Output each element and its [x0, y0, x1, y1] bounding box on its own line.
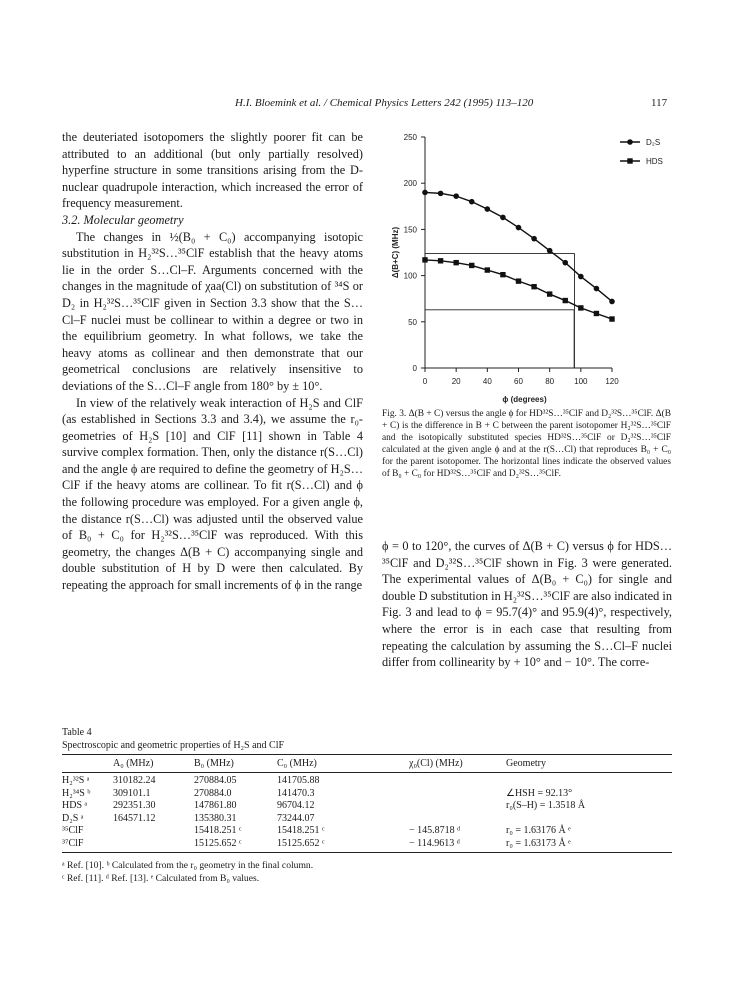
column-header: C₀ (MHz)	[277, 757, 317, 769]
table-cell: ³⁵ClF	[62, 825, 84, 837]
y-tick-label: 100	[403, 271, 417, 281]
x-tick-label: 100	[574, 377, 588, 386]
paragraph: In view of the relatively weak interaction of H₂S and ClF (as established in Sections 3.3 and 3.4), we assume the r₀-geometries of H₂S [10] and ClF [11] shown in Table 4 survive complex formation. Then, only the distance r(S…Cl) and the angle ϕ are required to define the geometry of H₂S…ClF if the heavy atoms are collinear. To fit r(S…Cl) and ϕ the following procedure was employed. For a given angle ϕ, the distance r(S…Cl) was adjusted until the observed value of B₀ + C₀ for H₂³²S…³⁵ClF was reproduced. With this geometry, the changes Δ(B + C) accompanying single and double substitution of H by D were then calculated. By repeating the approach for small increments of ϕ in the range	[62, 395, 363, 593]
data-point	[562, 260, 568, 266]
data-point	[609, 316, 614, 321]
data-point	[531, 284, 536, 289]
paragraph: The changes in ½(B₀ + C₀) accompanying isotopic substitution in H₂³²S…³⁵ClF establish that the heavy atoms lie in the order S…Cl–F. Arguments concerned with the changes in the magnitude of χaa(Cl) on substitution of ³⁴S or D₂ in H₂³²S…³⁵ClF given in Section 3.3 show that the S…Cl–F nuclei must be collinear to within a degree or two in the equilibrium geometry. In what follows, we take the heavy atoms as collinear and then demonstrate that our geometrical conclusions are relatively insensitive to deviations of the S…Cl–F angle from 180° by ± 10°.	[62, 229, 363, 393]
table-cell: 164571.12	[113, 812, 156, 824]
table-cell: 292351.30	[113, 800, 156, 812]
legend-marker	[627, 139, 633, 145]
table-cell: ³⁷ClF	[62, 837, 84, 849]
column-header: B₀ (MHz)	[194, 757, 234, 769]
table-cell: ∠HSH = 92.13°	[506, 787, 573, 799]
data-point	[500, 272, 505, 277]
y-tick-label: 200	[403, 179, 417, 189]
series-line-d2s	[425, 192, 612, 301]
figure	[382, 127, 672, 404]
table-row	[62, 787, 672, 800]
y-tick-label: 150	[403, 225, 417, 235]
table-cell: − 145.8718 ᵈ	[409, 825, 461, 837]
data-point	[578, 305, 583, 310]
table-row	[62, 800, 672, 813]
x-tick-label: 40	[482, 377, 492, 386]
table-header-row	[62, 755, 672, 773]
data-point	[516, 225, 522, 231]
left-column	[62, 129, 363, 594]
table-cell	[113, 837, 194, 850]
table-cell: r₀(S–H) = 1.3518 Å	[506, 800, 586, 812]
data-point	[516, 278, 521, 283]
table-cell	[409, 800, 506, 813]
figure-caption: Fig. 3. Δ(B + C) versus the angle ϕ for HD³²S…³⁵ClF and D₂³²S…³⁵ClF. Δ(B + C) is the difference in B + C between the parent isotopomer H₂³²S…³⁵ClF and the isotopically substituted species HD³²S…³⁵ClF or D₂³²S…³⁵ClF calculated at the given angle ϕ and at the r(S…Cl) that reproduces B₀ + C₀ for the parent isotopomer. The horizontal lines indicate the observed values of B₀ + C₀ for HD³²S…³⁵ClF and D₂³²S…³⁵ClF.	[382, 409, 671, 480]
table-cell: 270884.0	[194, 787, 232, 799]
x-tick-label: 60	[514, 377, 523, 386]
y-tick-label: 0	[412, 364, 417, 373]
table-cell: 141705.88	[277, 775, 320, 787]
table-cell	[409, 787, 506, 800]
data-point	[609, 299, 615, 305]
running-header	[0, 97, 731, 113]
table-footnote: ᵃ Ref. [10]. ᵇ Calculated from the r₀ geometry in the final column.	[62, 859, 314, 871]
table-cell: r₀ = 1.63176 Å ᵉ	[506, 825, 571, 837]
table-cell: HDS ᵃ	[62, 800, 88, 812]
y-axis-label: Δ(B+C) (MHz)	[391, 226, 400, 279]
legend-marker	[627, 158, 632, 163]
right-column	[382, 538, 672, 671]
data-point	[438, 191, 444, 197]
table-cell: 309101.1	[113, 787, 151, 799]
table-cell: 15418.251 ᶜ	[277, 825, 325, 837]
table-cell: H₂³⁴S ᵇ	[62, 787, 91, 799]
table-subtitle: Spectroscopic and geometric properties of H₂S and ClF	[62, 740, 285, 751]
table-cell	[409, 812, 506, 825]
table-cell: 15418.251 ᶜ	[194, 825, 242, 837]
data-point	[594, 311, 599, 316]
table-body	[62, 772, 672, 850]
data-point	[547, 248, 553, 254]
data-point	[500, 215, 506, 221]
table-cell	[113, 825, 194, 838]
table-row	[62, 772, 672, 787]
table-cell: 96704.12	[277, 800, 315, 812]
y-tick-label: 50	[408, 317, 417, 327]
running-title: H.I. Bloemink et al. / Chemical Physics Letters 242 (1995) 113–120	[235, 97, 534, 109]
x-tick-label: 80	[545, 377, 555, 386]
table-cell: 15125.652 ᶜ	[277, 837, 325, 849]
column-header: A₀ (MHz)	[113, 757, 154, 769]
table-cell: 141470.3	[277, 787, 315, 799]
y-tick-label: 250	[403, 133, 417, 142]
table-block	[62, 726, 672, 885]
table-cell: H₂³²S ᵃ	[62, 775, 90, 787]
table-cell: 310182.24	[113, 775, 156, 787]
table-title: Table 4	[62, 727, 92, 738]
table-row	[62, 825, 672, 838]
column-header: Geometry	[506, 757, 546, 769]
data-point	[438, 258, 443, 263]
x-axis-label: ϕ (degrees)	[502, 395, 547, 404]
data-point	[547, 291, 552, 296]
data-point	[469, 263, 474, 268]
x-tick-label: 20	[451, 377, 461, 386]
table-row	[62, 837, 672, 850]
x-tick-label: 120	[605, 377, 619, 386]
column-header: χ₀(Cl) (MHz)	[409, 757, 463, 769]
table-cell: 135380.31	[194, 812, 237, 824]
data-point	[453, 260, 458, 265]
data-point	[563, 298, 568, 303]
data-point	[422, 257, 427, 262]
table-cell	[409, 772, 506, 787]
table-cell: 270884.05	[194, 775, 237, 787]
data-point	[485, 267, 490, 272]
data-point	[453, 193, 459, 199]
data-table	[62, 754, 672, 850]
data-point	[578, 274, 584, 280]
table-cell	[506, 772, 672, 787]
x-tick-label: 0	[422, 377, 428, 386]
data-point	[469, 199, 475, 205]
data-point	[422, 190, 428, 196]
data-point	[594, 286, 600, 292]
table-cell: 15125.652 ᶜ	[194, 837, 242, 849]
table-row	[62, 812, 672, 825]
table-cell: 147861.80	[194, 800, 237, 812]
column-header	[62, 755, 113, 773]
table-cell: r₀ = 1.63173 Å ᵉ	[506, 837, 571, 849]
table-cell	[506, 812, 672, 825]
data-point	[531, 236, 537, 242]
table-cell: D₂S ᵃ	[62, 812, 84, 824]
section-heading: 3.2. Molecular geometry	[62, 212, 184, 227]
table-footnote: ᶜ Ref. [11]. ᵈ Ref. [13]. ᵉ Calculated from B₀ values.	[62, 872, 260, 884]
legend-label: HDS	[646, 157, 663, 166]
table-cell: − 114.9613 ᵈ	[409, 837, 460, 849]
data-point	[485, 206, 491, 212]
page-number: 117	[651, 97, 668, 109]
table-cell: 73244.07	[277, 812, 315, 824]
paragraph: the deuteriated isotopomers the slightly poorer fit can be attributed to an additional (but only partially resolved) hyperfine structure in some transitions arising from the D-nuclear quadrupole interaction, which increased the error of frequency measurement.	[62, 130, 363, 211]
paragraph: ϕ = 0 to 120°, the curves of Δ(B + C) versus ϕ for HDS…³⁵ClF and D₂³²S…³⁵ClF shown in Fig. 3 were generated. The experimental values of Δ(B₀ + C₀) for single and double D substitution in H₂³²S…³⁵ClF are also indicated in Fig. 3 and lead to ϕ = 95.7(4)° and 95.9(4)°, respectively, where the error is in each case that resulting from repeating the calculation by assuming the S…Cl–F nuclei differ from collinearity by + 10° and − 10°. The corre-	[382, 539, 672, 670]
line-chart	[382, 127, 672, 404]
legend-label: D₂S	[646, 138, 661, 147]
